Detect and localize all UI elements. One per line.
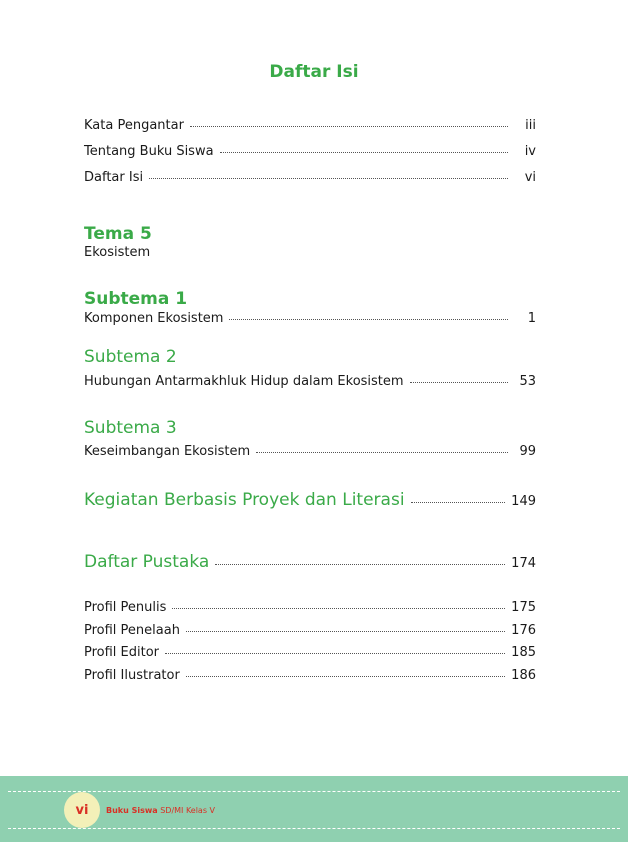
toc-entry-tentang-buku-siswa[interactable] <box>84 144 536 159</box>
dot-leader <box>229 318 508 320</box>
toc-entry-kata-pengantar[interactable] <box>84 118 536 133</box>
toc-entry-subtema-2[interactable] <box>84 374 536 389</box>
toc-entry-subtema-3[interactable] <box>84 444 536 459</box>
toc-entry-profil-editor[interactable] <box>84 645 536 660</box>
toc-entry-page: 174 <box>511 556 536 571</box>
toc-entry-page: 185 <box>511 645 536 660</box>
toc-entry-label: Komponen Ekosistem <box>84 311 224 326</box>
toc-entry-page: 53 <box>519 374 536 389</box>
toc-entry-label: Daftar Isi <box>84 170 144 185</box>
footer-book-level: SD/MI Kelas V <box>160 806 216 815</box>
footer-divider <box>8 791 620 792</box>
footer-book-name: Buku Siswa <box>106 806 158 815</box>
toc-entry-page: 176 <box>511 623 536 638</box>
dot-leader <box>411 501 506 503</box>
toc-entry-profil-penelaah[interactable] <box>84 623 536 638</box>
page-number-badge: vi <box>64 792 100 828</box>
dot-leader <box>215 563 505 565</box>
toc-entry-page: 175 <box>511 600 536 615</box>
toc-entry-page: 186 <box>511 668 536 683</box>
dot-leader <box>190 125 508 127</box>
toc-entry-profil-penulis[interactable] <box>84 600 536 615</box>
toc-entry-label: Profil Ilustrator <box>84 668 180 683</box>
subtema-2-heading: Subtema 2 <box>84 347 177 367</box>
toc-entry-page: 149 <box>511 494 536 509</box>
toc-entry-label: Tentang Buku Siswa <box>84 144 214 159</box>
toc-entry-label: Daftar Pustaka <box>84 552 210 572</box>
toc-entry-daftar-isi[interactable] <box>84 170 536 185</box>
tema-heading: Tema 5 <box>84 224 152 244</box>
toc-entry-label: Profil Editor <box>84 645 160 660</box>
toc-entry-profil-ilustrator[interactable] <box>84 668 536 683</box>
footer-book-title <box>106 806 215 815</box>
dot-leader <box>256 451 508 453</box>
toc-entry-kegiatan[interactable] <box>84 490 536 510</box>
toc-entry-label: Profil Penelaah <box>84 623 180 638</box>
footer-divider <box>8 828 620 829</box>
toc-entry-page: vi <box>524 170 536 185</box>
dot-leader <box>149 177 508 179</box>
page-footer <box>0 776 628 842</box>
toc-entry-page: iv <box>524 144 536 159</box>
dot-leader <box>186 630 505 632</box>
dot-leader <box>165 652 505 654</box>
toc-entry-page: 1 <box>527 311 536 326</box>
toc-entry-subtema-1[interactable] <box>84 311 536 326</box>
toc-entry-label: Kata Pengantar <box>84 118 184 133</box>
page-title: Daftar Isi <box>269 62 359 82</box>
subtema-1-heading: Subtema 1 <box>84 289 188 309</box>
toc-entry-page: 99 <box>519 444 536 459</box>
dot-leader <box>172 607 505 609</box>
toc-entry-label: Hubungan Antarmakhluk Hidup dalam Ekosistem <box>84 374 404 389</box>
toc-entry-daftar-pustaka[interactable] <box>84 552 536 572</box>
toc-entry-label: Profil Penulis <box>84 600 167 615</box>
toc-entry-page: iii <box>525 118 536 133</box>
dot-leader <box>220 151 508 153</box>
dot-leader <box>186 675 505 677</box>
toc-entry-label: Kegiatan Berbasis Proyek dan Literasi <box>84 490 405 510</box>
subtema-3-heading: Subtema 3 <box>84 418 177 438</box>
dot-leader <box>410 381 508 383</box>
toc-entry-label: Keseimbangan Ekosistem <box>84 444 251 459</box>
tema-subtitle: Ekosistem <box>84 245 151 260</box>
